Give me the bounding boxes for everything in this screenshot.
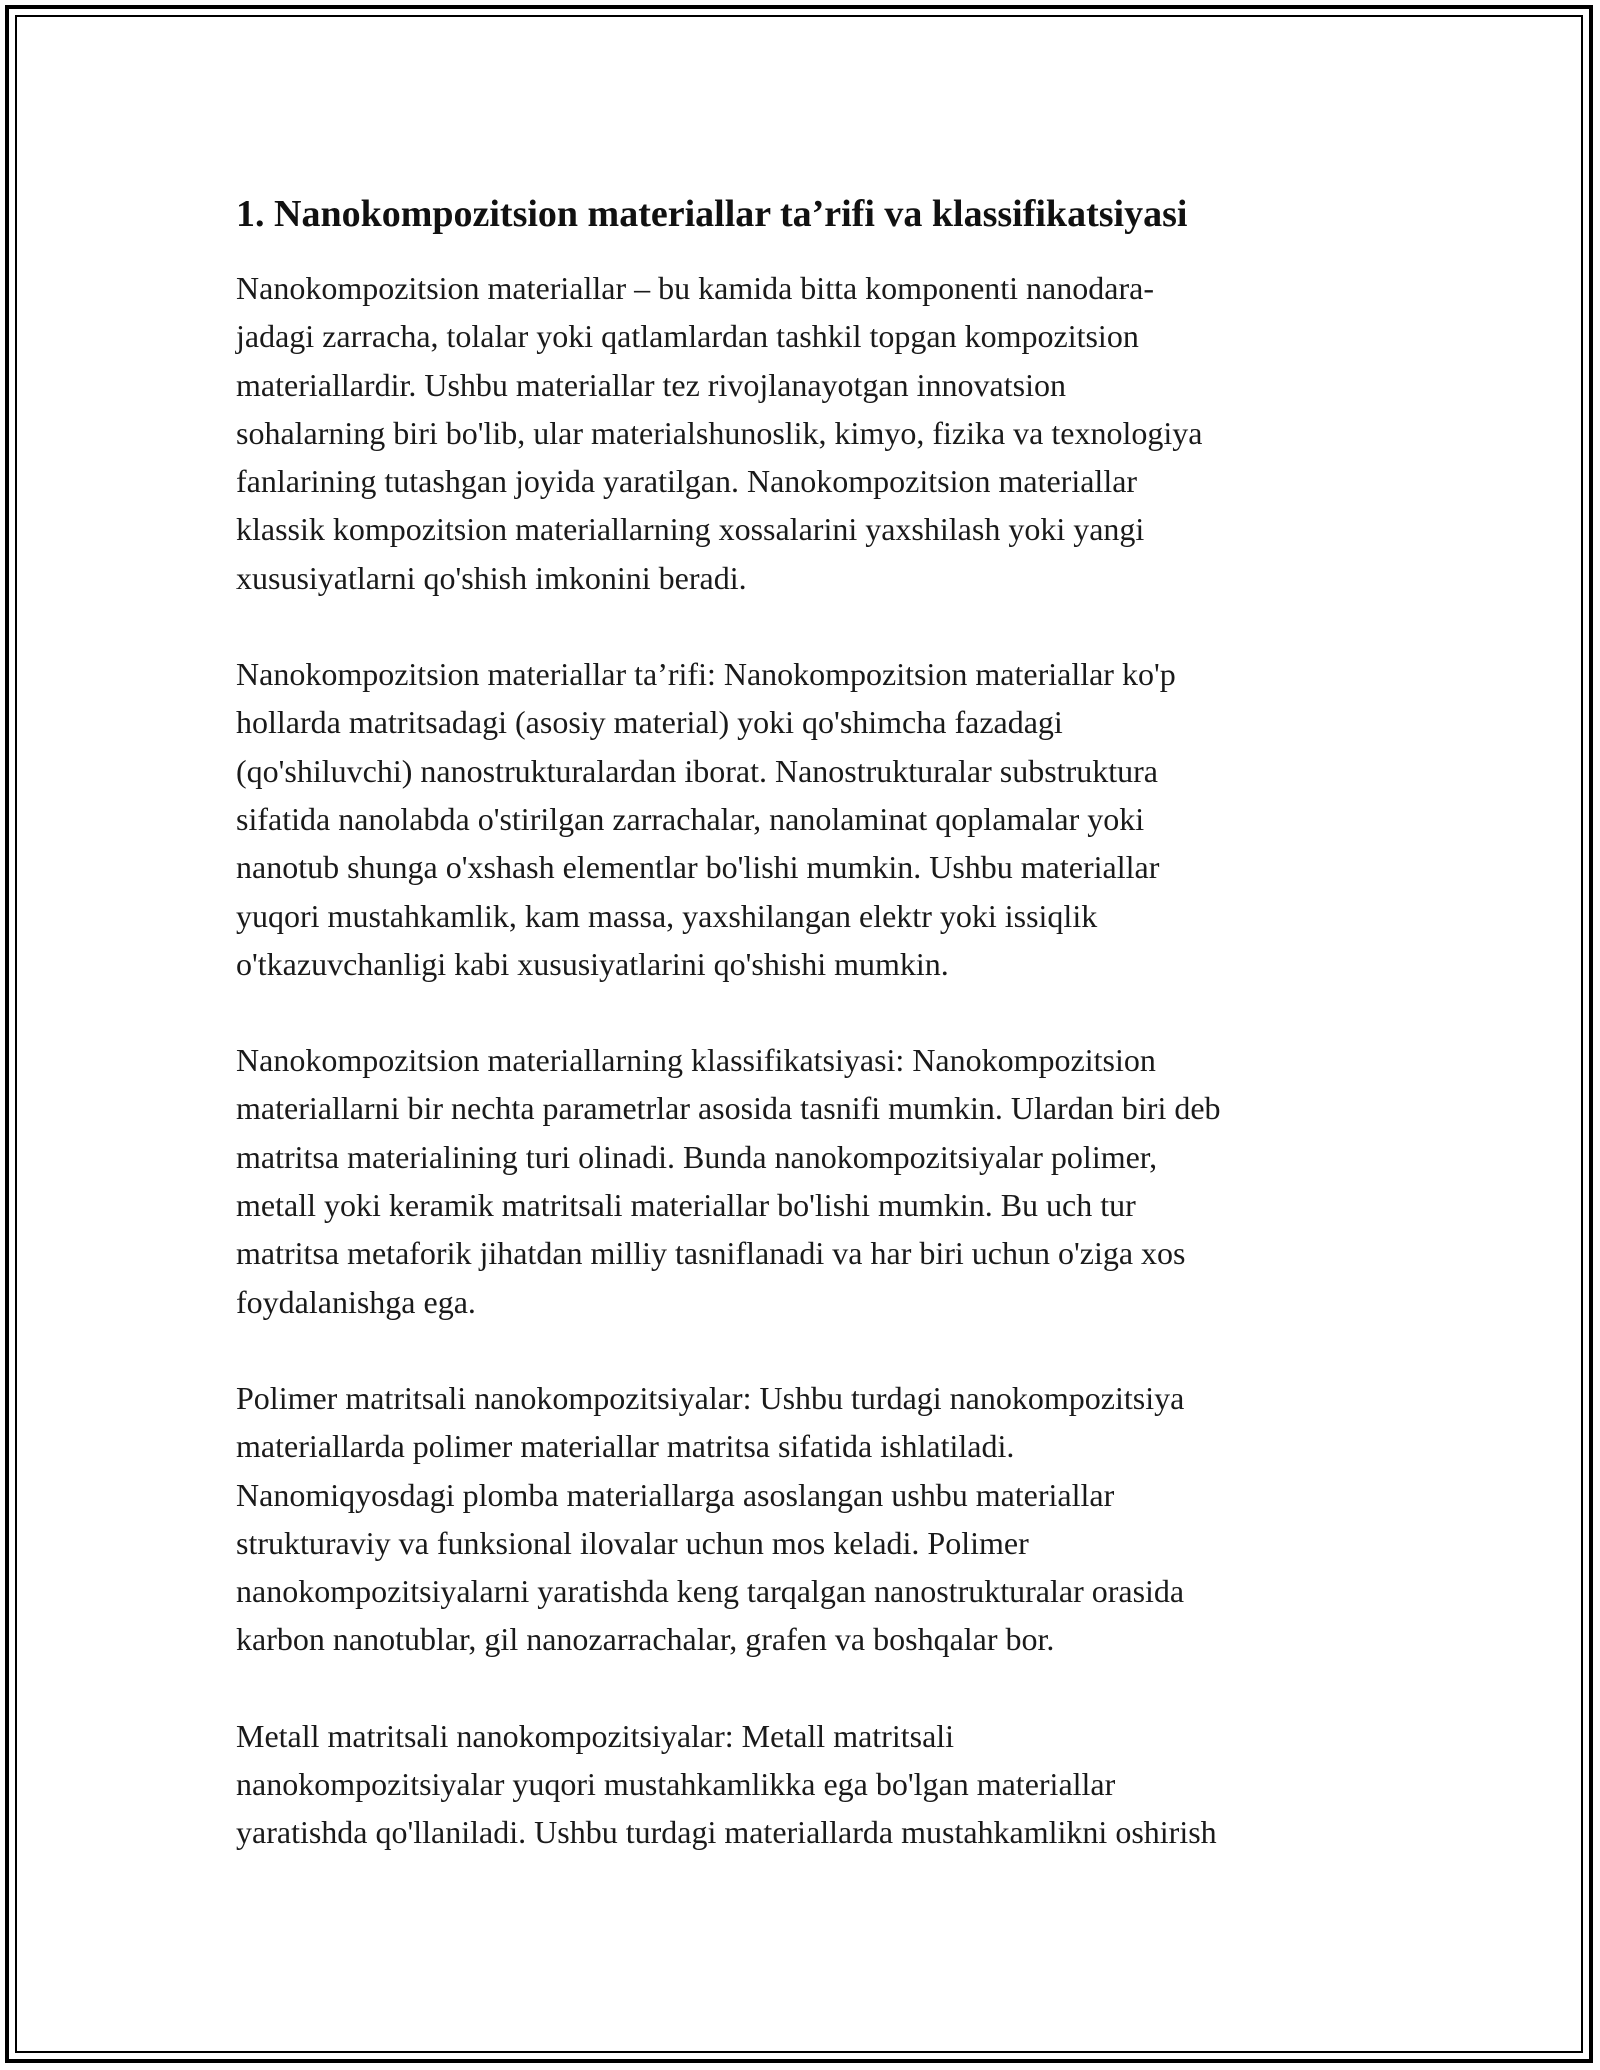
paragraph-intro: Nanokompozitsion materiallar – bu kamida bitta komponenti nanodara- jadagi zarracha, tolalar yoki qatlamlardan tashkil topgan kompozitsion materiallardir. Ushbu materiallar tez rivojlanayotgan innovatsion sohalarning biri bo'lib, ular materialshunoslik, kimyo, fizika va texnologiya fanlarining tutashgan joyida yaratilgan. Nanokompozitsion materiallar klassik kompozitsion materiallarning xossalarini yaxshilash yoki yangi xususiyatlarni qo'shish imkonini beradi. bbox=[236, 270, 1203, 596]
paragraph-polymer-matrix: Polimer matritsali nanokompozitsiyalar: Ushbu turdagi nanokompozitsiya materiallarda polimer materiallar matritsa sifatida ishlatiladi. Nanomiqyosdagi plomba materiallarga asoslangan ushbu materiallar strukturaviy va funksional ilovalar uchun mos keladi. Polimer nanokompozitsiyalarni yaratishda keng tarqalgan nanostrukturalar orasida karbon nanotublar, gil nanozarrachalar, grafen va boshqalar bor. bbox=[236, 1379, 1185, 1658]
document-body bbox=[236, 190, 1376, 1857]
paragraph-definition: Nanokompozitsion materiallar ta’rifi: Nanokompozitsion materiallar ko'p hollarda matritsadagi (asosiy material) yoki qo'shimcha fazadagi (qo'shiluvchi) nanostrukturalardan iborat. Nanostrukturalar substruktura sifatida nanolabda o'stirilgan zarrachalar, nanolaminat qoplamalar yoki nanotub shunga o'xshash elementlar bo'lishi mumkin. Ushbu materiallar yuqori mustahkamlik, kam massa, yaxshilangan elektr yoki issiqlik o'tkazuvchanligi kabi xususiyatlarini qo'shishi mumkin. bbox=[236, 656, 1176, 982]
section-heading: 1. Nanokompozitsion materiallar ta’rifi va klassifikatsiyasi bbox=[236, 193, 1188, 235]
paragraph-metal-matrix: Metall matritsali nanokompozitsiyalar: Metall matritsali nanokompozitsiyalar yuqori mustahkamlikka ega bo'lgan materiallar yaratishda qo'llaniladi. Ushbu turdagi materiallarda mustahkamlikni oshirish bbox=[236, 1717, 1217, 1851]
paragraph-classification: Nanokompozitsion materiallarning klassifikatsiyasi: Nanokompozitsion materiallarni bir nechta parametrlar asosida tasnifi mumkin. Ulardan biri deb matritsa materialining turi olinadi. Bunda nanokompozitsiyalar polimer, metall yoki keramik matritsali materiallar bo'lishi mumkin. Bu uch tur matritsa metaforik jihatdan milliy tasniflanadi va har biri uchun o'ziga xos foydalanishga ega. bbox=[236, 1042, 1221, 1320]
